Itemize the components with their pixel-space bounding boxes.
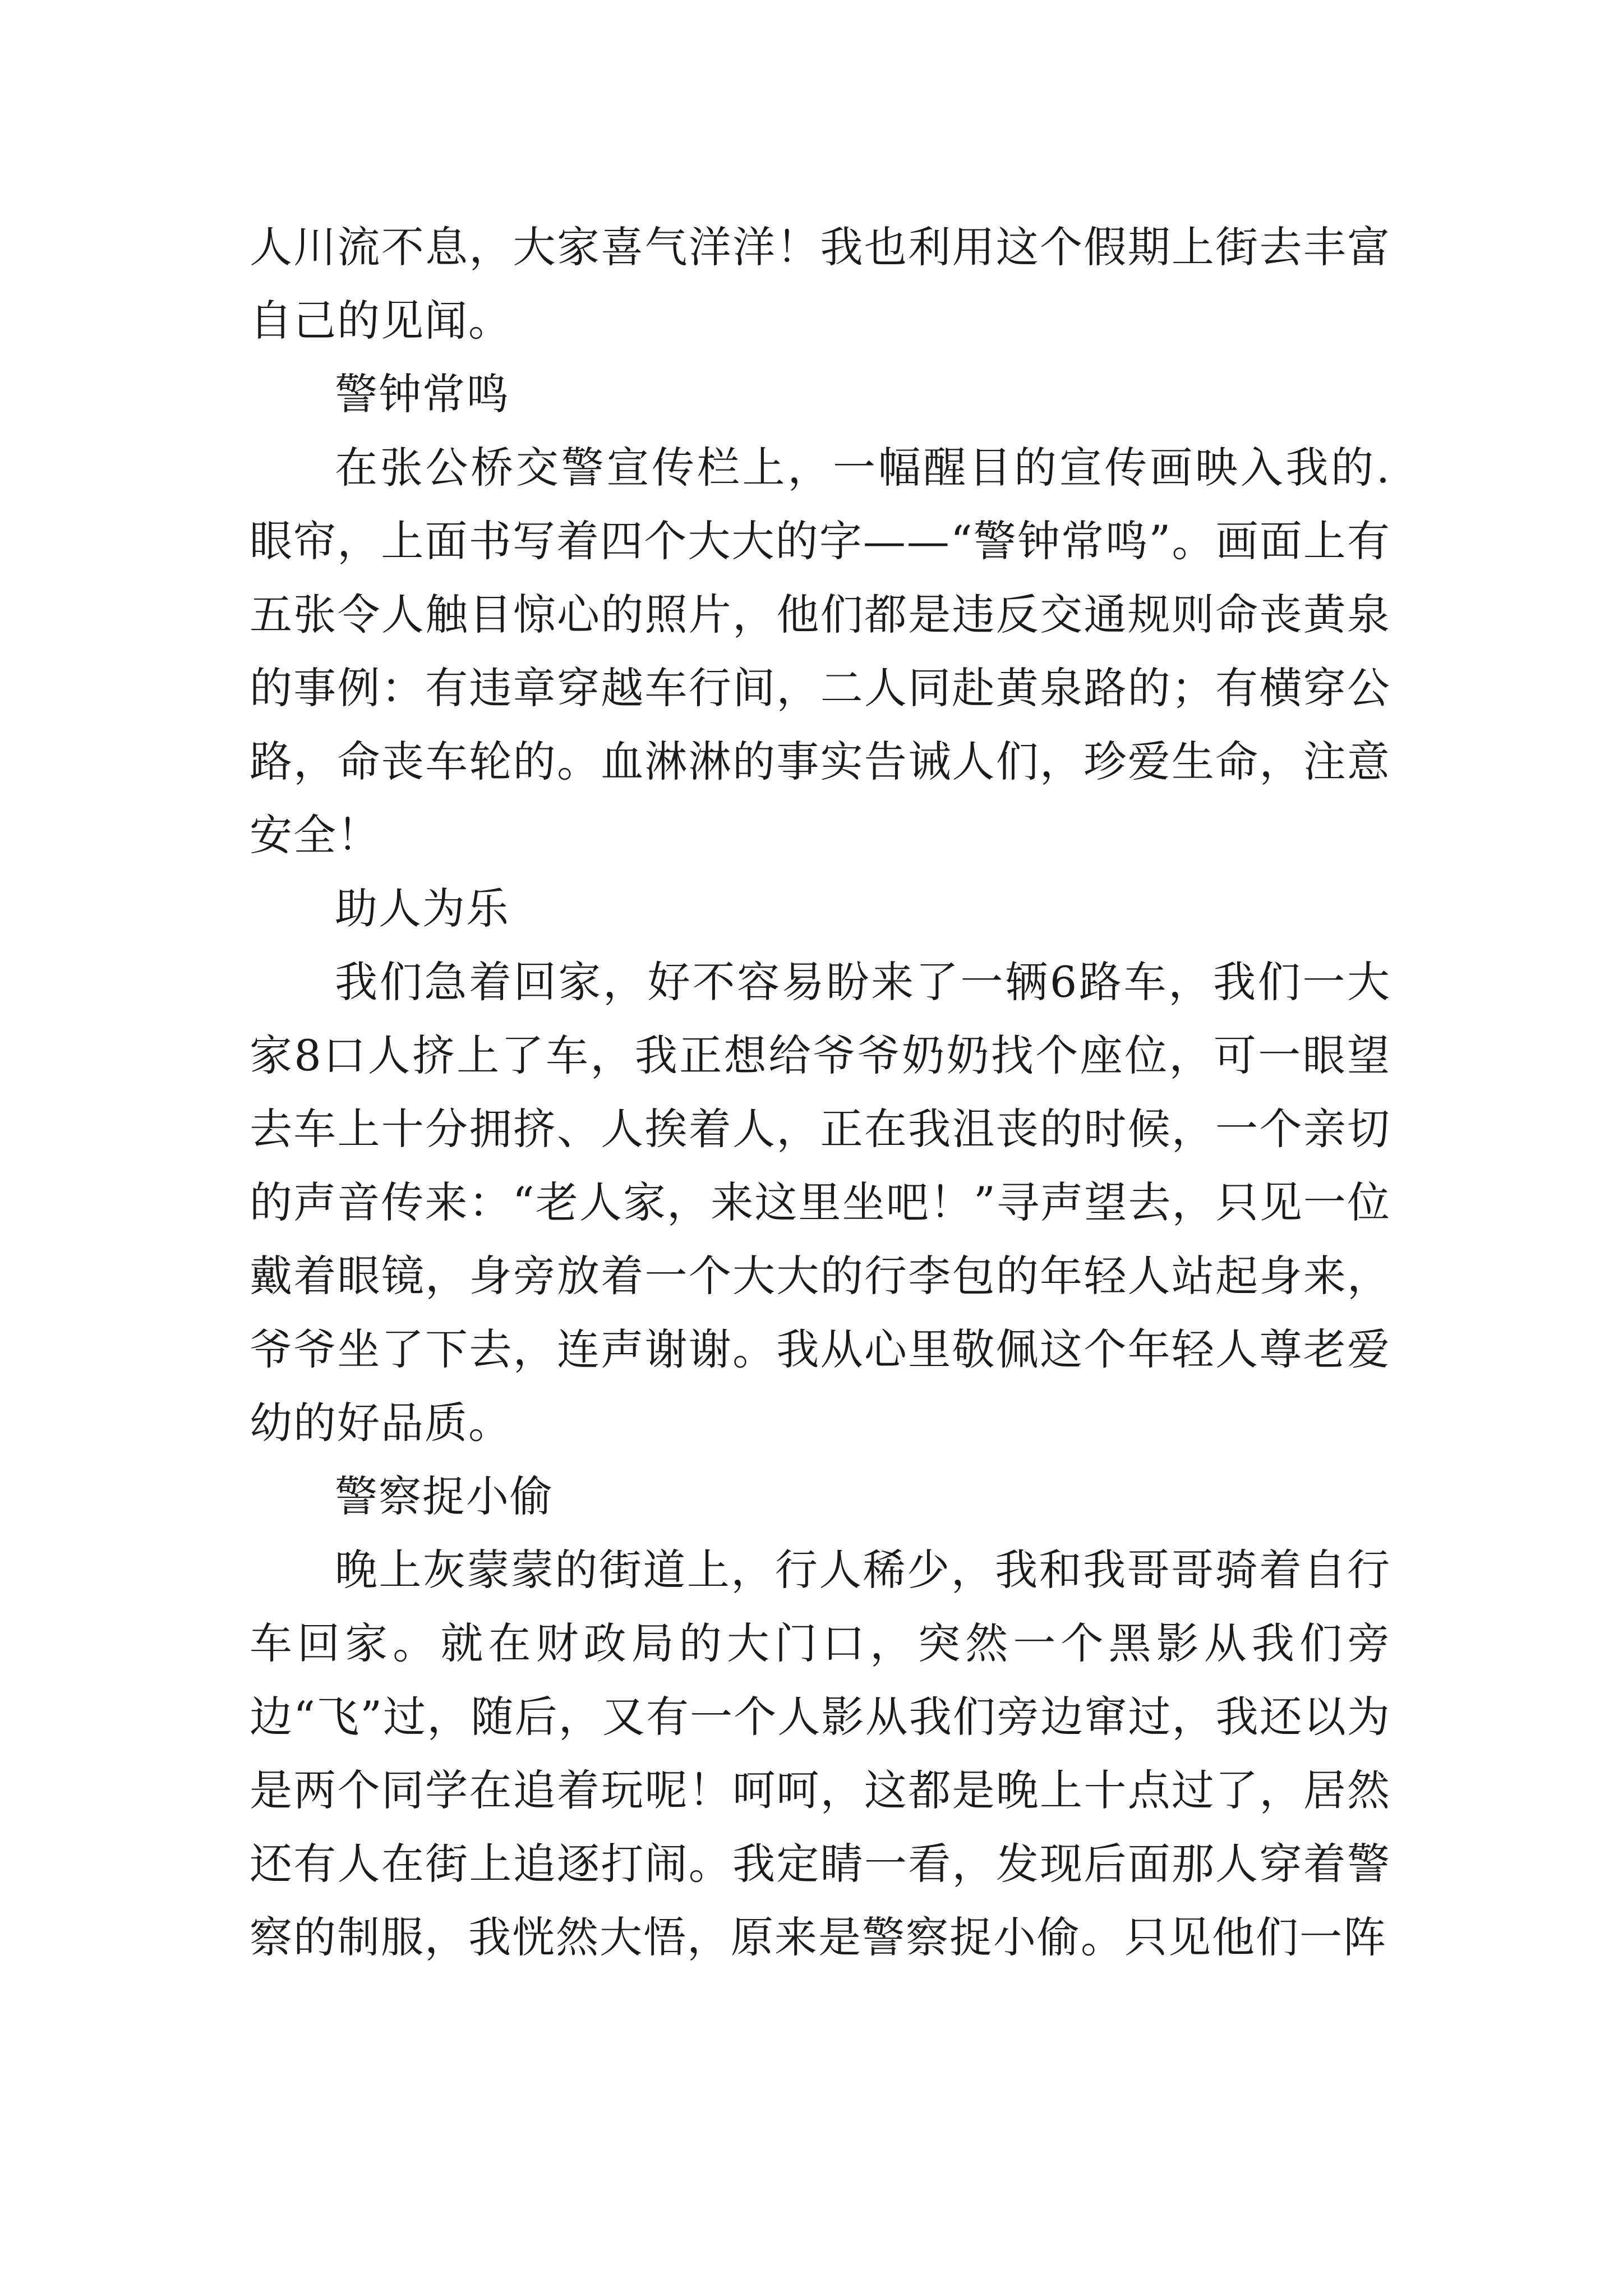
section-heading-police-thief: 警察捉小偷 bbox=[335, 1471, 554, 1521]
paragraph-traffic-poster: 在张公桥交警宣传栏上，一幅醒目的宣传画映入我的.眼帘，上面书写着四个大大的字——“警钟常鸣”。画面上有五张令人触目惊心的照片，他们都是违反交通规则命丧黄泉的事例：有违章穿越车行间，二人同赴黄泉路的；有横穿公路，命丧车轮的。血淋淋的事实告诫人们，珍爱生命，注意安全！ bbox=[250, 443, 1391, 860]
section-heading-alarm-bell: 警钟常鸣 bbox=[335, 369, 510, 419]
paragraph-bus-seat: 我们急着回家，好不容易盼来了一辆6路车，我们一大家8口人挤上了车，我正想给爷爷奶奶找个座位，可一眼望去车上十分拥挤、人挨着人，正在我沮丧的时候，一个亲切的声音传来：“老人家，来这里坐吧！”寻声望去，只见一位戴着眼镜，身旁放着一个大大的行李包的年轻人站起身来，爷爷坐了下去，连声谢谢。我从心里敬佩这个年轻人尊老爱幼的好品质。 bbox=[250, 957, 1391, 1448]
paragraph-intro-continuation: 人川流不息，大家喜气洋洋！我也利用这个假期上街去丰富自己的见闻。 bbox=[250, 222, 1391, 346]
document-body bbox=[250, 210, 1391, 1974]
section-heading-helping-others: 助人为乐 bbox=[335, 884, 510, 933]
paragraph-night-chase: 晚上灰蒙蒙的街道上，行人稀少，我和我哥哥骑着自行车回家。就在财政局的大门口，突然一个黑影从我们旁边“飞”过，随后，又有一个人影从我们旁边窜过，我还以为是两个同学在追着玩呢！呵呵，这都是晚上十点过了，居然还有人在街上追逐打闹。我定睛一看，发现后面那人穿着警察的制服，我恍然大悟，原来是警察捉小偷。只见他们一阵 bbox=[250, 1545, 1391, 1962]
